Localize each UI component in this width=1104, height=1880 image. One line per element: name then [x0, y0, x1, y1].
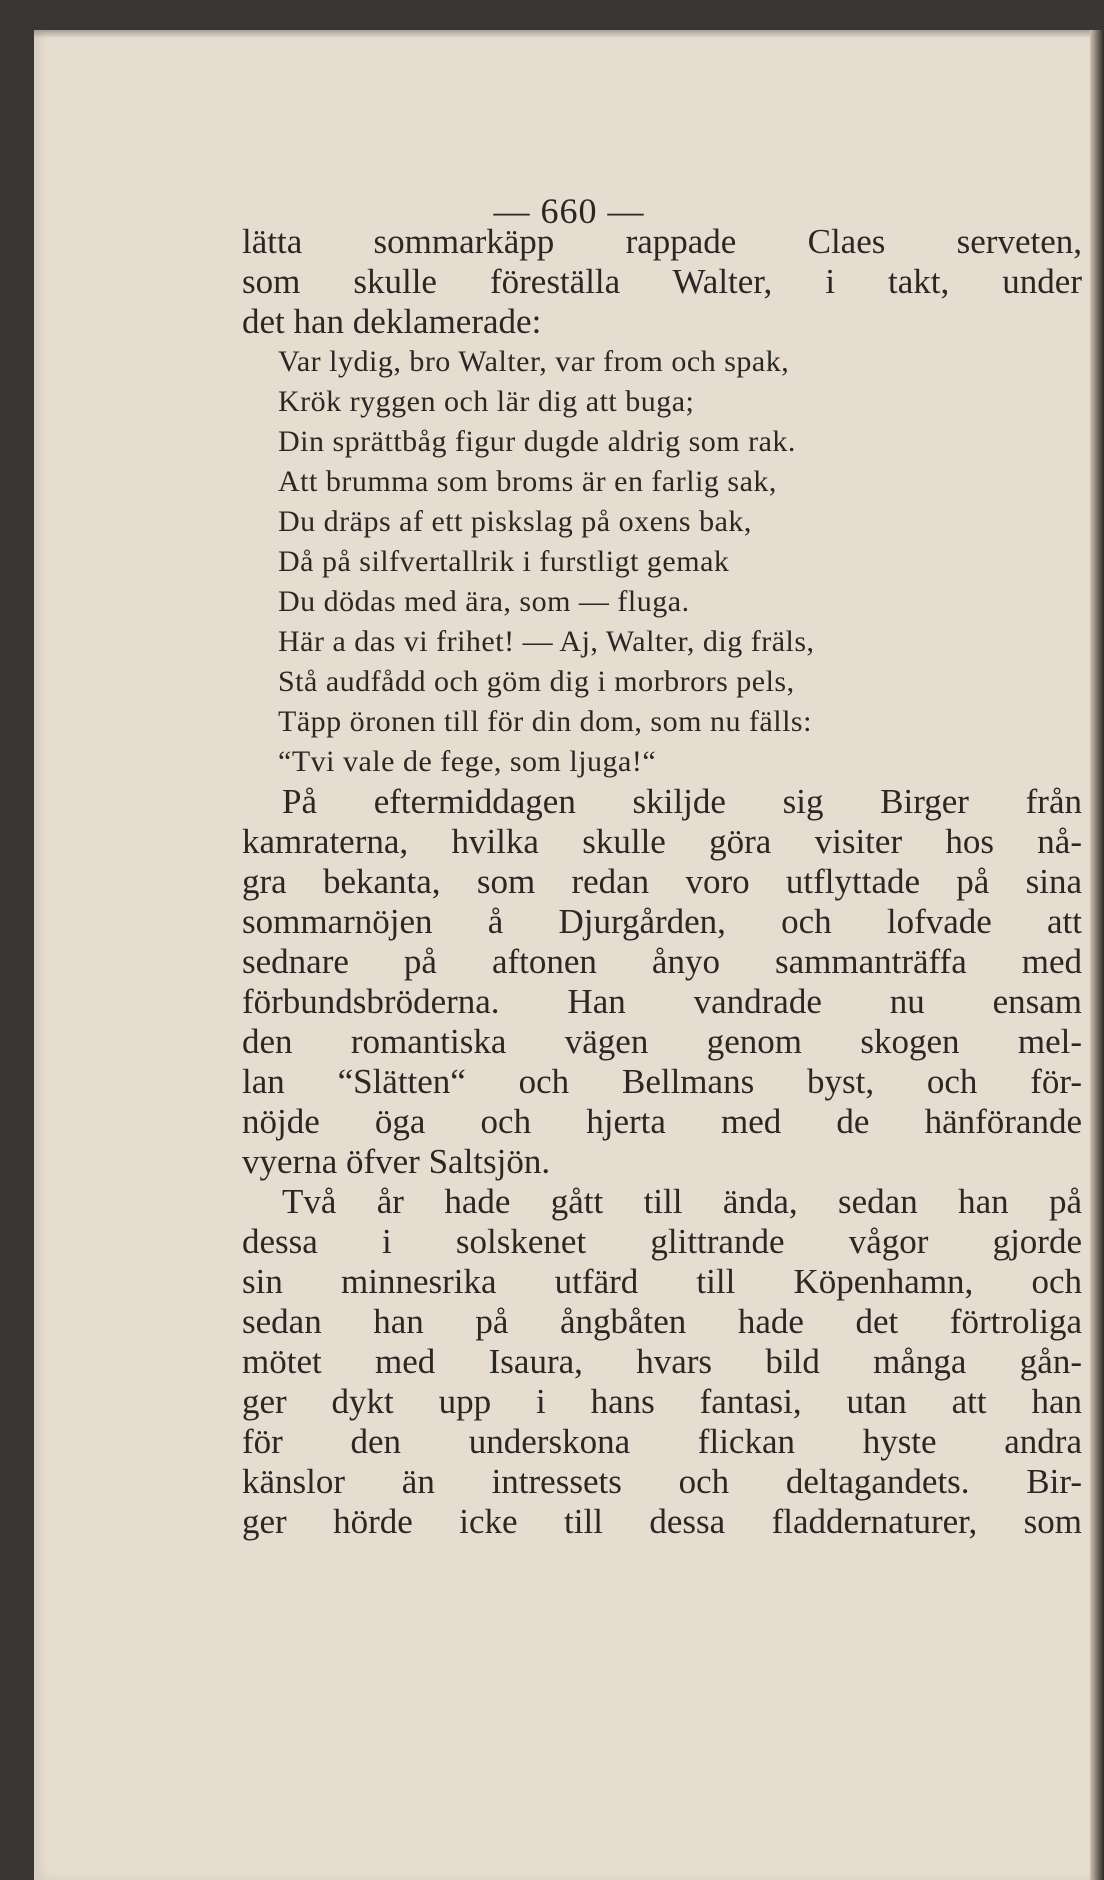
- text-line: förbundsbröderna. Han vandrade nu ensam: [242, 982, 1082, 1021]
- body-text: [242, 222, 1082, 1542]
- text-line: lätta sommarkäpp rappade Claes serveten,: [242, 222, 1082, 261]
- text-line: den romantiska vägen genom skogen mel-: [242, 1022, 1082, 1061]
- verse-line: Att brumma som broms är en farlig sak,: [278, 465, 777, 498]
- text-line: som skulle föreställa Walter, i takt, under: [242, 262, 1082, 301]
- text-line: sin minnesrika utfärd till Köpenhamn, och: [242, 1262, 1082, 1301]
- page-top-shadow: [34, 30, 1104, 38]
- text-line: lan “Slätten“ och Bellmans byst, och för-: [242, 1062, 1082, 1101]
- verse-line: Här a das vi frihet! — Aj, Walter, dig fräls,: [278, 625, 815, 658]
- verse-line: Du dräps af ett piskslag på oxens bak,: [278, 505, 752, 538]
- verse-line: Var lydig, bro Walter, var from och spak,: [278, 345, 790, 378]
- verse-line: “Tvi vale de fege, som ljuga!“: [278, 745, 657, 778]
- text-line: ger hörde icke till dessa fladdernaturer, som: [242, 1502, 1082, 1541]
- verse-line: Då på silfvertallrik i furstligt gemak: [278, 545, 730, 578]
- verse-line: Krök ryggen och lär dig att buga;: [278, 385, 695, 418]
- page-number: — 660 —: [493, 191, 645, 231]
- text-line: vyerna öfver Saltsjön.: [242, 1142, 551, 1181]
- text-line: känslor än intressets och deltagandets. Bir-: [242, 1462, 1082, 1501]
- text-line: mötet med Isaura, hvars bild många gån-: [242, 1342, 1082, 1381]
- text-line: nöjde öga och hjerta med de hänförande: [242, 1102, 1082, 1141]
- text-line: sedan han på ångbåten hade det förtroliga: [242, 1302, 1082, 1341]
- text-line: ger dykt upp i hans fantasi, utan att han: [242, 1382, 1082, 1421]
- verse-line: Du dödas med ära, som — fluga.: [278, 585, 690, 618]
- verse-line: Stå audfådd och göm dig i morbrors pels,: [278, 665, 795, 698]
- text-line: sednare på aftonen ånyo sammanträffa med: [242, 942, 1082, 981]
- text-line: sommarnöjen å Djurgården, och lofvade att: [242, 902, 1082, 941]
- text-line: På eftermiddagen skiljde sig Birger från: [282, 782, 1082, 821]
- page-binding-edge: [1090, 30, 1104, 1880]
- text-line: det han deklamerade:: [242, 302, 542, 341]
- text-line: för den underskona flickan hyste andra: [242, 1422, 1082, 1461]
- text-line: Två år hade gått till ända, sedan han på: [282, 1182, 1082, 1221]
- text-line: gra bekanta, som redan voro utflyttade på sina: [242, 862, 1082, 901]
- text-line: dessa i solskenet glittrande vågor gjorde: [242, 1222, 1082, 1261]
- verse-line: Täpp öronen till för din dom, som nu fälls:: [278, 705, 812, 738]
- text-line: kamraterna, hvilka skulle göra visiter hos nå-: [242, 822, 1082, 861]
- verse-line: Din sprättbåg figur dugde aldrig som rak.: [278, 425, 796, 458]
